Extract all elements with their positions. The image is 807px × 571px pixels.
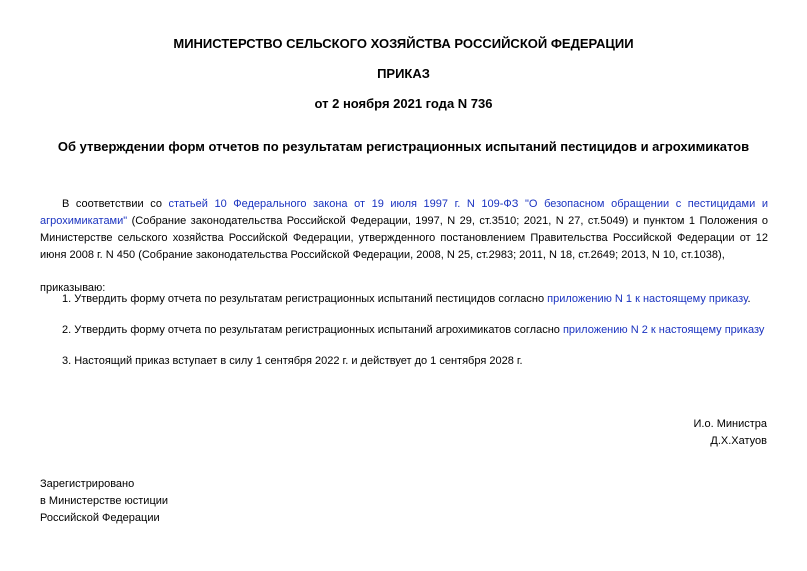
appendix-1-link[interactable]: приложению N 1 к настоящему приказу: [547, 293, 748, 305]
signer-position: И.о. Министра: [693, 418, 767, 430]
order-item-1: [40, 291, 768, 308]
order-item-2: [40, 322, 768, 339]
document-title: Об утверждении форм отчетов по результатам регистрационных испытаний пестицидов и агрохимикатов: [57, 139, 750, 154]
registration-block: [40, 476, 168, 527]
order-word: приказываю:: [40, 282, 106, 294]
doc-date-heading: от 2 ноября 2021 года N 736: [314, 96, 493, 111]
registration-line-2: в Министерстве юстиции: [40, 495, 169, 507]
ministry-heading: МИНИСТЕРСТВО СЕЛЬСКОГО ХОЗЯЙСТВА РОССИЙСКОЙ ФЕДЕРАЦИИ: [173, 36, 634, 51]
signer-name: Д.Х.Хатуов: [710, 435, 767, 447]
order-item-1-text: 1. Утвердить форму отчета по результатам регистрационных испытаний пестицидов согласно: [62, 293, 548, 305]
preamble-prefix: В соответствии со: [62, 198, 169, 210]
preamble-paragraph: [40, 196, 768, 264]
doc-type-heading: ПРИКАЗ: [377, 66, 430, 81]
order-item-1-suffix: .: [747, 293, 751, 305]
signature-block: [694, 416, 768, 450]
appendix-2-link[interactable]: приложению N 2 к настоящему приказу: [562, 324, 765, 336]
order-item-3: [40, 353, 768, 370]
order-item-2-text: 2. Утвердить форму отчета по результатам регистрационных испытаний агрохимикатов согласно: [62, 324, 563, 336]
registration-line-3: Российской Федерации: [40, 512, 160, 524]
preamble-rest: (Собрание законодательства Российской Федерации, 1997, N 29, ст.3510; 2021, N 27, ст.5049) и пунктом 1 Положения о Министерстве сельского хозяйства Российской Федерации, утвержденного постановлением Правительства Российской Федерации от 12 июня 2008 г. N 450 (Собрание законодательства Российской Федерации, 2008, N 25, ст.2983; 2011, N 18, ст.2649; 2013, N 10, ст.1038),: [40, 215, 768, 261]
registration-line-1: Зарегистрировано: [40, 478, 135, 490]
order-item-3-text: 3. Настоящий приказ вступает в силу 1 сентября 2022 г. и действует до 1 сентября 2028 г.: [62, 355, 523, 367]
law-article-link[interactable]: статьей 10 Федерального закона от 19 июля 1997 г. N 109-ФЗ "О безопасном обращении с пестицидами и агрохимикатами": [40, 198, 768, 227]
